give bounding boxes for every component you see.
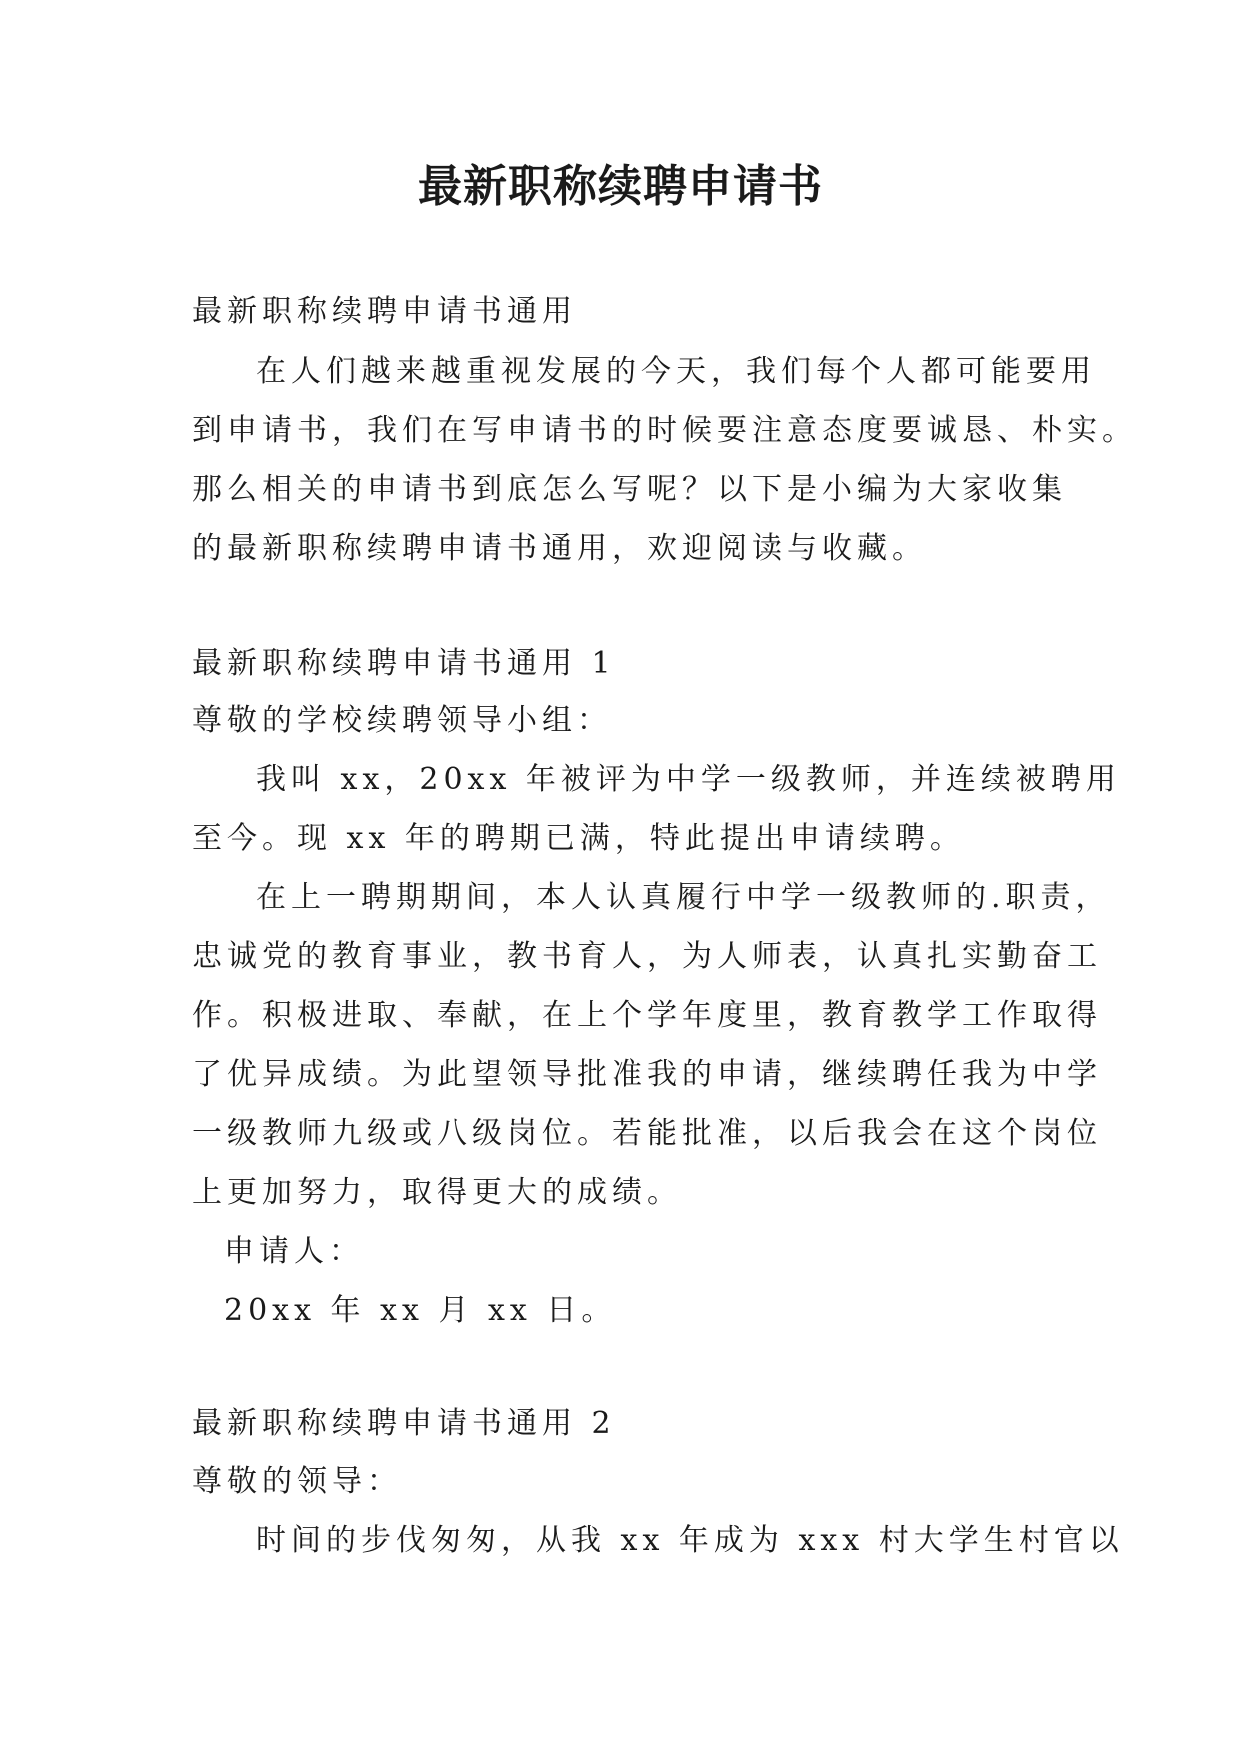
applicant-label: 申请人： [224,1234,364,1269]
section1-para2-line: 一级教师九级或八级岗位。若能批准，以后我会在这个岗位 [192,1116,1102,1151]
document-title: 最新职称续聘申请书 [418,161,823,212]
section1-heading: 最新职称续聘申请书通用 1 [192,646,616,681]
section1-para2-line: 作。积极进取、奉献，在上个学年度里，教育教学工作取得 [192,998,1102,1033]
application-date: 20xx 年 xx 月 xx 日。 [224,1293,617,1328]
section2-salutation: 尊敬的领导： [192,1464,402,1499]
intro-line: 在人们越来越重视发展的今天，我们每个人都可能要用 [256,354,1096,389]
section1-para1-line: 至今。现 xx 年的聘期已满，特此提出申请续聘。 [192,821,965,856]
section1-para1-line: 我叫 xx，20xx 年被评为中学一级教师，并连续被聘用 [256,762,1121,797]
intro-line: 的最新职称续聘申请书通用，欢迎阅读与收藏。 [192,531,927,566]
section2-para1-line: 时间的步伐匆匆，从我 xx 年成为 xxx 村大学生村官以 [256,1523,1124,1558]
intro-line: 到申请书，我们在写申请书的时候要注意态度要诚恳、朴实。 [192,413,1137,448]
section2-heading: 最新职称续聘申请书通用 2 [192,1406,616,1441]
section1-para2-line: 上更加努力，取得更大的成绩。 [192,1175,682,1210]
section1-para2-line: 忠诚党的教育事业，教书育人，为人师表，认真扎实勤奋工 [192,939,1102,974]
intro-line: 那么相关的申请书到底怎么写呢？以下是小编为大家收集 [192,472,1067,507]
section1-para2-line: 了优异成绩。为此望领导批准我的申请，继续聘任我为中学 [192,1057,1102,1092]
section1-salutation: 尊敬的学校续聘领导小组： [192,703,612,738]
section1-para2-line: 在上一聘期期间，本人认真履行中学一级教师的.职责， [256,880,1111,915]
intro-heading: 最新职称续聘申请书通用 [192,294,577,329]
